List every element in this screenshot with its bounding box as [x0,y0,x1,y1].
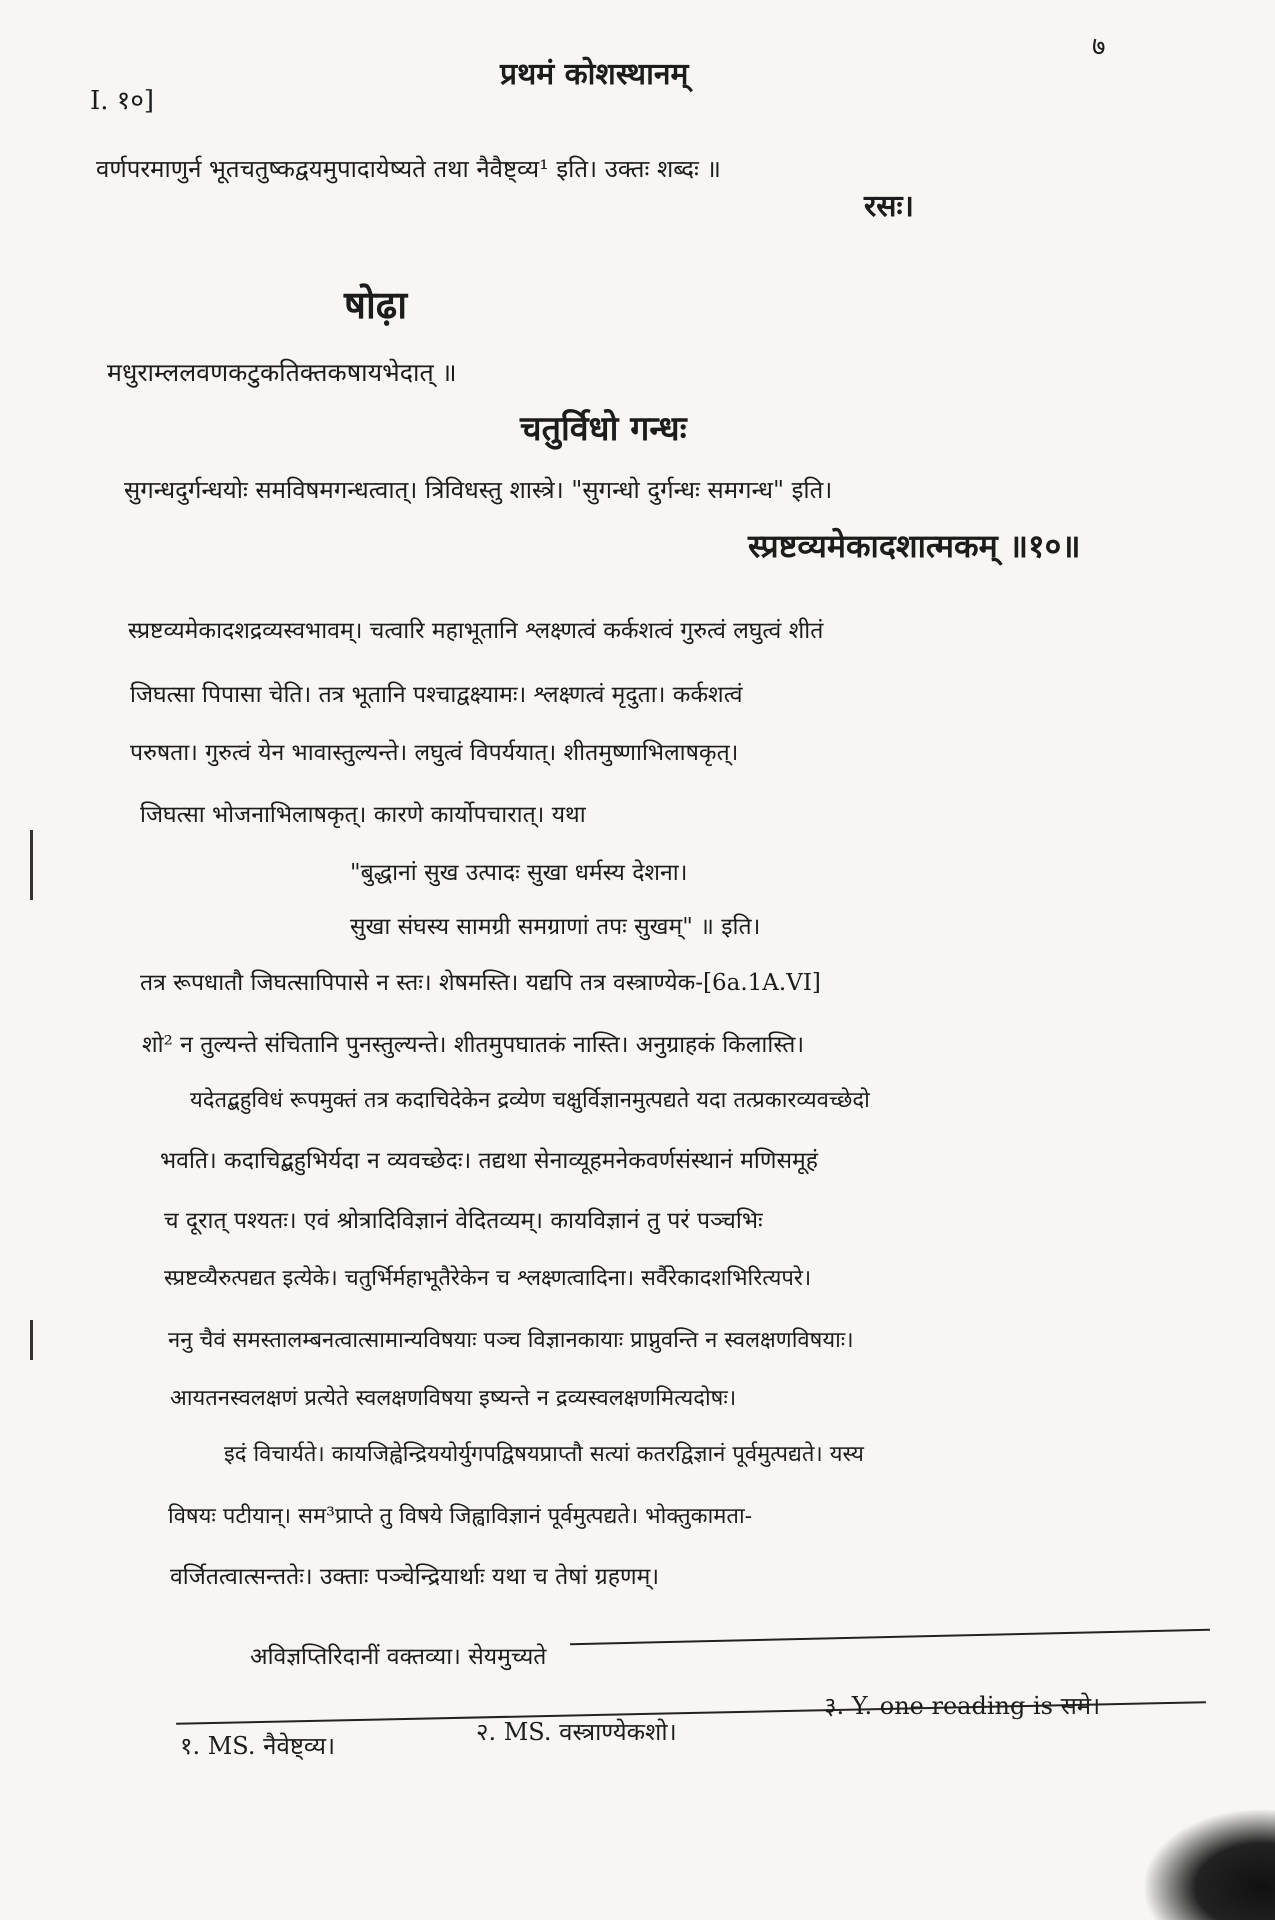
footnote-1: १. MS. नैवेष्ट्व्य। [180,1732,336,1760]
body-line-4: स्प्रष्टव्यमेकादशद्रव्यस्वभावम्। चत्वारि महाभूतानि श्लक्ष्णत्वं कर्कशत्वं गुरुत्वं लघुत्वं शीतं [128,618,824,644]
footnote-2: २. MS. वस्त्राण्येकशो। [476,1718,677,1746]
running-head: प्रथमं कोशस्थानम् [500,57,689,92]
left-edge-mark [30,830,33,900]
body-line-11: शो² न तुल्यन्ते संचितानि पुनस्तुल्यन्ते। शीतमुपघातकं नास्ति। अनुग्राहकं किलास्ति। [142,1032,805,1058]
footnote-3: ३. Y. one reading is समे। [824,1692,1101,1720]
body-line-3: सुगन्धदुर्गन्धयोः समविषमगन्धत्वात्। त्रिविधस्तु शास्त्रे। "सुगन्धो दुर्गन्धः समगन्ध" इति। [124,476,833,504]
body-line-12: यदेतद्बहुविधं रूपमुक्तं तत्र कदाचिदेकेन द्रव्येण चक्षुर्विज्ञानमुत्पद्यते यदा तत्प्रकारव्यवच्छेदो [190,1088,870,1113]
heading-sprashtavya: स्प्रष्टव्यमेकादशात्मकम् ॥१०॥ [748,527,1081,565]
body-line-18: इदं विचार्यते। कायजिह्वेन्द्रिययोर्युगपद्विषयप्राप्तौ सत्यां कतरद्विज्ञानं पूर्वमुत्पद्यते। यस्य [224,1442,864,1467]
section-reference: I. १०] [90,86,154,116]
body-line-21: अविज्ञप्तिरिदानीं वक्तव्या। सेयमुच्यते [250,1644,547,1670]
heading-rasa: रसः। [864,189,914,224]
verse-line-2: सुखा संघस्य सामग्री समग्राणां तपः सुखम्" ॥ इति। [350,914,761,940]
body-line-5: जिघत्सा पिपासा चेति। तत्र भूतानि पश्चाद्वक्ष्यामः। श्लक्ष्णत्वं मृदुता। कर्कशत्वं [130,682,743,708]
body-line-10: तत्र रूपधातौ जिघत्सापिपासे न स्तः। शेषमस्ति। यद्यपि तत्र वस्त्राण्येक-[6a.1A.VI] [140,970,821,996]
verse-line-1: "बुद्धानां सुख उत्पादः सुखा धर्मस्य देशना। [350,860,688,886]
body-line-15: स्प्रष्टव्यैरुत्पद्यत इत्येके। चतुर्भिर्महाभूतैरेकेन च श्लक्ष्णत्वादिना। सर्वैरेकादशभिरित्यपरे। [164,1266,812,1291]
body-line-7: जिघत्सा भोजनाभिलाषकृत्। कारणे कार्योपचारात्। यथा [140,802,586,828]
page-number: ७ [1092,32,1106,62]
body-line-6: परुषता। गुरुत्वं येन भावास्तुल्यन्ते। लघुत्वं विपर्ययात्। शीतमुष्णाभिलाषकृत्। [130,740,739,766]
heading-gandha: चतुर्विधो गन्धः [520,409,687,449]
body-line-1: वर्णपरमाणुर्न भूतचतुष्कद्वयमुपादायेष्यते तथा नैवैष्ट्व्य¹ इति। उक्तः शब्दः ॥ [96,155,721,183]
body-line-13: भवति। कदाचिद्बहुभिर्यदा न व्यवच्छेदः। तद्यथा सेनाव्यूहमनेकवर्णसंस्थानं मणिसमूहं [160,1148,818,1174]
body-line-20: वर्जितत्वात्सन्ततेः। उक्ताः पञ्चेन्द्रियार्थाः यथा च तेषां ग्रहणम्। [170,1564,660,1590]
heading-shodha: षोढ़ा [344,282,408,327]
body-line-17: आयतनस्वलक्षणं प्रत्येते स्वलक्षणविषया इष्यन्ते न द्रव्यस्वलक्षणमित्यदोषः। [170,1386,737,1411]
scan-smudge [1145,1810,1275,1920]
left-edge-mark [30,1320,33,1360]
body-line-19: विषयः पटीयान्। सम³प्राप्ते तु विषये जिह्वाविज्ञानं पूर्वमुत्पद्यते। भोक्तुकामता- [168,1504,753,1529]
body-line-2: मधुराम्ललवणकटुकतिक्तकषायभेदात् ॥ [107,358,457,387]
body-line-16: ननु चैवं समस्तालम्बनत्वात्सामान्यविषयाः पञ्च विज्ञानकायाः प्राप्नुवन्ति न स्वलक्षणविषयाः। [168,1328,854,1353]
upper-rule [570,1629,1210,1646]
body-line-14: च दूरात् पश्यतः। एवं श्रोत्रादिविज्ञानं वेदितव्यम्। कायविज्ञानं तु परं पञ्चभिः [164,1208,763,1234]
